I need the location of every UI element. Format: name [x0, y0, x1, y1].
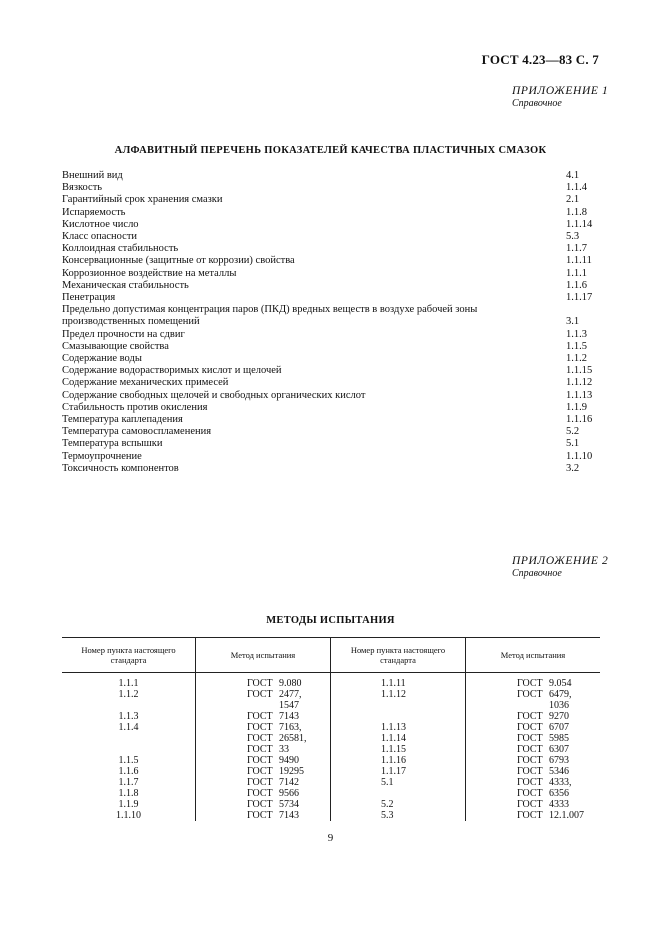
method-cell	[196, 722, 331, 733]
annex-2-subtitle: Справочное	[512, 568, 562, 579]
method-prefix: ГОСТ	[517, 744, 543, 755]
index-ref: 1.1.16	[566, 414, 593, 426]
index-entry	[62, 280, 602, 292]
index-entry	[62, 402, 602, 414]
index-term: Температура каплепадения	[62, 414, 183, 426]
item-number-cell-2: 1.1.17	[331, 766, 466, 777]
item-number-cell-2: 1.1.12	[331, 689, 466, 700]
method-cell	[196, 777, 331, 788]
item-number-cell: 1.1.6	[118, 766, 139, 777]
index-ref: 1.1.2	[566, 353, 587, 365]
index-ref: 3.2	[566, 462, 580, 474]
index-entry	[62, 377, 602, 389]
index-term: Испаряемость	[62, 206, 126, 218]
index-entry	[62, 390, 602, 402]
method-cell-2	[466, 755, 601, 766]
header-item-number-2: Номер пункта настоящего стандарта	[331, 638, 466, 673]
index-ref: 1.1.17	[566, 292, 593, 304]
method-number: 5985	[549, 733, 569, 744]
method-cell-2	[466, 766, 601, 777]
method-cell	[196, 689, 331, 700]
method-number: 12.1.007	[549, 810, 584, 821]
table-row	[62, 777, 600, 788]
index-ref: 1.1.9	[566, 401, 587, 413]
table-row	[62, 810, 600, 821]
method-prefix: ГОСТ	[247, 788, 273, 799]
method-prefix: ГОСТ	[247, 678, 273, 689]
header-item-number: Номер пункта настоящего стандарта	[62, 638, 196, 673]
method-prefix: ГОСТ	[247, 755, 273, 766]
index-term: Содержание водорастворимых кислот и щелочей	[62, 365, 282, 377]
index-entry	[62, 268, 602, 280]
method-prefix: ГОСТ	[517, 799, 543, 810]
method-prefix: ГОСТ	[517, 810, 543, 821]
method-prefix: ГОСТ	[247, 711, 273, 722]
item-number-cell: 1.1.1	[118, 678, 139, 689]
method-cell-2	[466, 788, 601, 799]
method-number: 5734	[279, 799, 299, 810]
table-row	[62, 766, 600, 777]
index-ref: 1.1.13	[566, 389, 593, 401]
table-header-row	[62, 638, 600, 673]
index-ref: 1.1.12	[566, 377, 593, 389]
index-ref: 5.1	[566, 438, 580, 450]
index-ref: 1.1.6	[566, 279, 587, 291]
index-ref: 1.1.3	[566, 328, 587, 340]
item-number-cell	[62, 733, 196, 744]
method-number: 7143	[279, 810, 299, 821]
table-row	[62, 711, 600, 722]
method-prefix: ГОСТ	[517, 689, 543, 700]
index-term: Предел прочности на сдвиг	[62, 328, 185, 340]
index-title: АЛФАВИТНЫЙ ПЕРЕЧЕНЬ ПОКАЗАТЕЛЕЙ КАЧЕСТВА ПЛАСТИЧНЫХ СМАЗОК	[114, 145, 547, 156]
item-number-cell: 1.1.7	[118, 777, 139, 788]
index-ref: 1.1.8	[566, 206, 587, 218]
method-prefix: ГОСТ	[517, 788, 543, 799]
index-ref: 1.1.10	[566, 450, 593, 462]
methods-title: МЕТОДЫ ИСПЫТАНИЯ	[266, 615, 395, 626]
index-entry	[62, 304, 602, 328]
index-term: Коллоидная стабильность	[62, 243, 179, 255]
index-entry	[62, 243, 602, 255]
index-term: Внешний вид	[62, 170, 123, 181]
method-prefix: ГОСТ	[517, 755, 543, 766]
method-number: 6479,	[549, 689, 572, 700]
item-number-cell-2: 5.1	[331, 777, 466, 788]
item-number-cell-2: 1.1.16	[331, 755, 466, 766]
index-term: Смазывающие свойства	[62, 340, 169, 352]
index-term: Вязкость	[62, 182, 103, 194]
method-number: 2477,	[279, 689, 302, 700]
index-term: Консервационные (защитные от коррозии) свойства	[62, 255, 295, 267]
index-entry	[62, 365, 602, 377]
method-number: 9.054	[549, 678, 572, 689]
method-number: 7163,	[279, 722, 302, 733]
method-number: 6307	[549, 744, 569, 755]
index-term: Предельно допустимая концентрация паров (ПКД) вредных веществ в воздухе рабочей зоны производственных помещений	[62, 304, 478, 328]
table-row	[62, 722, 600, 733]
index-term: Стабильность против окисления	[62, 401, 208, 413]
method-prefix: ГОСТ	[247, 799, 273, 810]
index-term: Температура самовоспламенения	[62, 426, 212, 438]
table-row	[62, 733, 600, 744]
index-term: Содержание механических примесей	[62, 377, 229, 389]
method-prefix: ГОСТ	[247, 744, 273, 755]
method-cell-2	[466, 777, 601, 788]
method-prefix: ГОСТ	[517, 766, 543, 777]
method-cell	[196, 810, 331, 821]
item-number-cell-2: 5.2	[331, 799, 466, 810]
method-number: 1547	[279, 700, 299, 711]
index-entry	[62, 414, 602, 426]
item-number-cell: 1.1.9	[118, 799, 139, 810]
index-term: Механическая стабильность	[62, 279, 189, 291]
method-number: 19295	[279, 766, 304, 777]
method-cell-2	[466, 689, 601, 700]
method-number: 9566	[279, 788, 299, 799]
item-number-cell-2: 1.1.13	[331, 722, 466, 733]
index-term: Температура вспышки	[62, 438, 163, 450]
method-number: 7143	[279, 711, 299, 722]
method-number: 6793	[549, 755, 569, 766]
method-number: 9490	[279, 755, 299, 766]
method-cell	[196, 744, 331, 755]
method-number: 4333	[549, 799, 569, 810]
method-prefix: ГОСТ	[247, 733, 273, 744]
index-ref: 1.1.14	[566, 218, 593, 230]
index-entry	[62, 426, 602, 438]
method-cell	[196, 673, 331, 690]
method-prefix: ГОСТ	[517, 711, 543, 722]
annex-2-title: ПРИЛОЖЕНИЕ 2	[512, 555, 609, 567]
item-number-cell-2	[331, 788, 466, 799]
item-number-cell: 1.1.4	[118, 722, 139, 733]
method-number: 7142	[279, 777, 299, 788]
index-entry	[62, 438, 602, 450]
index-entry	[62, 463, 602, 475]
item-number-cell-2: 1.1.15	[331, 744, 466, 755]
annex-1-subtitle: Справочное	[512, 98, 562, 109]
method-number: 5346	[549, 766, 569, 777]
method-prefix: ГОСТ	[517, 678, 543, 689]
method-prefix: ГОСТ	[517, 777, 543, 788]
method-cell-2	[466, 700, 601, 711]
index-term: Содержание воды	[62, 353, 142, 365]
index-ref: 2.1	[566, 194, 580, 206]
index-entry	[62, 255, 602, 267]
index-term: Гарантийный срок хранения смазки	[62, 194, 223, 206]
index-ref: 1.1.1	[566, 267, 587, 279]
index-ref: 1.1.4	[566, 182, 587, 194]
item-number-cell: 1.1.8	[118, 788, 139, 799]
item-number-cell: 1.1.10	[116, 810, 141, 821]
method-cell-2	[466, 810, 601, 821]
table-row	[62, 700, 600, 711]
index-entry	[62, 231, 602, 243]
index-term: Коррозионное воздействие на металлы	[62, 267, 237, 279]
method-prefix: ГОСТ	[517, 722, 543, 733]
table-row	[62, 689, 600, 700]
standard-code-header: ГОСТ 4.23—83 С. 7	[481, 52, 599, 67]
method-number: 6356	[549, 788, 569, 799]
index-term: Токсичность компонентов	[62, 462, 179, 474]
method-cell	[196, 711, 331, 722]
table-row	[62, 673, 600, 690]
index-entry	[62, 329, 602, 341]
header-method-2: Метод испытания	[466, 638, 601, 673]
item-number-cell	[62, 700, 196, 711]
index-ref: 3.1	[566, 316, 580, 328]
item-number-cell-2	[331, 711, 466, 722]
item-number-cell-2: 1.1.14	[331, 733, 466, 744]
method-number: 33	[279, 744, 289, 755]
method-cell	[196, 799, 331, 810]
method-number: 26581,	[279, 733, 307, 744]
method-number: 6707	[549, 722, 569, 733]
method-cell-2	[466, 733, 601, 744]
table-row	[62, 744, 600, 755]
method-cell-2	[466, 799, 601, 810]
method-cell	[196, 788, 331, 799]
item-number-cell: 1.1.3	[118, 711, 139, 722]
method-prefix: ГОСТ	[247, 766, 273, 777]
test-methods-table	[62, 637, 600, 821]
index-entry	[62, 182, 602, 194]
index-entry	[62, 207, 602, 219]
table-row	[62, 788, 600, 799]
index-entry	[62, 451, 602, 463]
index-entry	[62, 219, 602, 231]
method-cell	[196, 755, 331, 766]
method-cell-2	[466, 673, 601, 690]
index-term: Пенетрация	[62, 292, 116, 304]
item-number-cell-2: 1.1.11	[331, 673, 466, 690]
item-number-cell-2	[331, 700, 466, 711]
index-term: Термоупрочнение	[62, 450, 142, 462]
method-number: 1036	[549, 700, 569, 711]
table-row	[62, 799, 600, 810]
method-cell-2	[466, 744, 601, 755]
method-cell	[196, 733, 331, 744]
index-ref: 1.1.7	[566, 243, 587, 255]
index-term: Содержание свободных щелочей и свободных органических кислот	[62, 389, 366, 401]
index-term: Кислотное число	[62, 218, 139, 230]
index-ref: 5.3	[566, 231, 580, 243]
item-number-cell: 1.1.5	[118, 755, 139, 766]
index-ref: 1.1.15	[566, 365, 593, 377]
method-prefix: ГОСТ	[247, 722, 273, 733]
item-number-cell	[62, 744, 196, 755]
index-ref: 4.1	[566, 170, 580, 181]
index-entry	[62, 194, 602, 206]
index-entry	[62, 353, 602, 365]
method-number: 4333,	[549, 777, 572, 788]
annex-1-title: ПРИЛОЖЕНИЕ 1	[512, 85, 609, 97]
method-prefix: ГОСТ	[517, 733, 543, 744]
annex-2-label	[512, 555, 608, 580]
method-prefix: ГОСТ	[247, 810, 273, 821]
method-cell	[196, 700, 331, 711]
index-entry	[62, 292, 602, 304]
quality-index-list	[62, 170, 602, 475]
method-number: 9.080	[279, 678, 302, 689]
method-cell-2	[466, 722, 601, 733]
item-number-cell: 1.1.2	[118, 689, 139, 700]
page-number: 9	[327, 832, 334, 844]
table-row	[62, 755, 600, 766]
annex-1-label	[512, 85, 608, 110]
method-prefix: ГОСТ	[247, 777, 273, 788]
index-ref: 1.1.5	[566, 340, 587, 352]
method-cell	[196, 766, 331, 777]
method-prefix: ГОСТ	[247, 689, 273, 700]
item-number-cell-2: 5.3	[331, 810, 466, 821]
method-number: 9270	[549, 711, 569, 722]
index-ref: 1.1.11	[566, 255, 592, 267]
index-entry	[62, 170, 602, 182]
index-ref: 5.2	[566, 426, 580, 438]
index-term: Класс опасности	[62, 231, 138, 243]
index-entry	[62, 341, 602, 353]
header-method: Метод испытания	[196, 638, 331, 673]
method-cell-2	[466, 711, 601, 722]
